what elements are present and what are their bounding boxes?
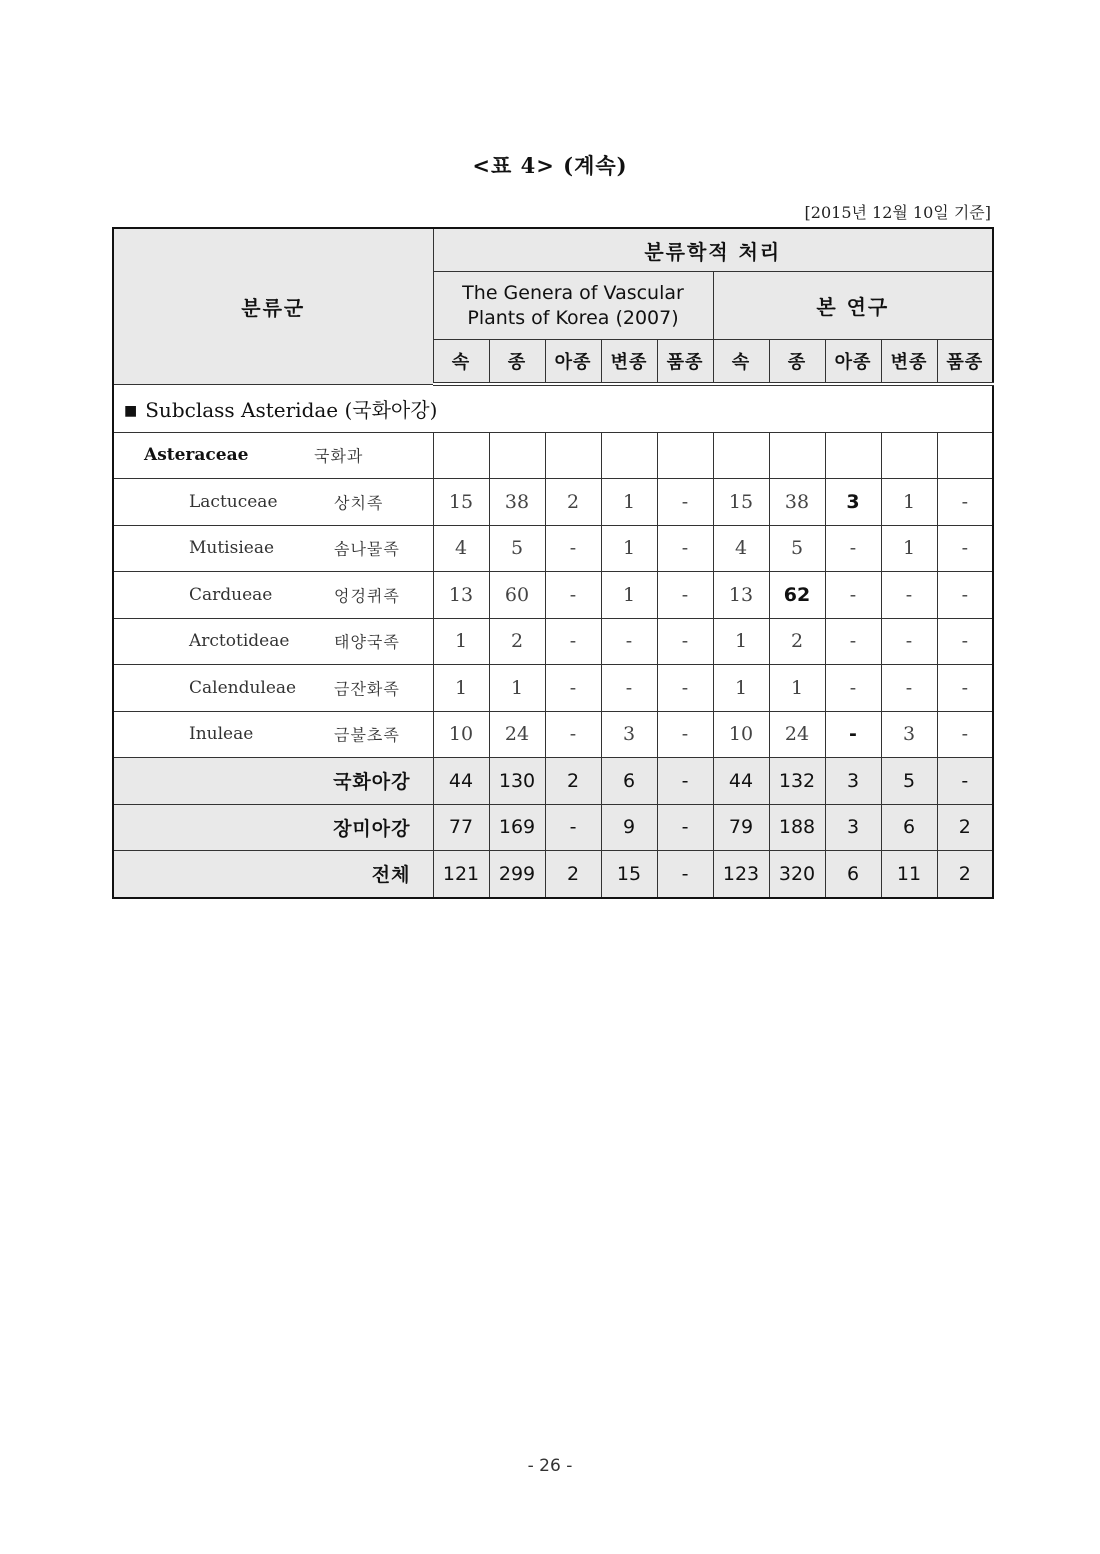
subclass-row — [113, 384, 993, 432]
table-cell: 5 — [769, 525, 825, 572]
table-cell: - — [545, 525, 601, 572]
taxonomy-table — [112, 227, 994, 899]
summary-cell: - — [657, 804, 713, 851]
table-cell: - — [657, 479, 713, 526]
table-cell: - — [937, 525, 993, 572]
table-cell: - — [657, 711, 713, 758]
summary-cell: 2 — [937, 804, 993, 851]
header-source-2007: The Genera of Vascular Plants of Korea (2007) — [433, 272, 713, 340]
table-cell: 1 — [881, 525, 937, 572]
header-taxonomic-treatment: 분류학적 처리 — [433, 228, 993, 272]
column-header: 종 — [489, 340, 545, 385]
page-number: - 26 - — [527, 1456, 573, 1476]
table-cell: 2 — [489, 618, 545, 665]
tribe-name-en: Arctotideae — [189, 631, 290, 652]
table-cell: - — [825, 711, 881, 758]
summary-cell: - — [657, 758, 713, 805]
summary-cell: 188 — [769, 804, 825, 851]
family-name-en: Asteraceae — [144, 445, 249, 466]
table-cell: 2 — [769, 618, 825, 665]
summary-cell: 6 — [601, 758, 657, 805]
tribe-name-en: Inuleae — [189, 724, 254, 745]
table-cell: - — [825, 525, 881, 572]
table-cell: 3 — [601, 711, 657, 758]
summary-cell: - — [937, 758, 993, 805]
tribe-name-ko: 금잔화족 — [334, 679, 400, 699]
summary-label: 국화아강 — [113, 758, 433, 805]
table-cell: 24 — [769, 711, 825, 758]
column-header: 아종 — [825, 340, 881, 385]
table-cell: - — [657, 665, 713, 712]
summary-cell: 9 — [601, 804, 657, 851]
summary-cell: 3 — [825, 758, 881, 805]
table-cell: 3 — [881, 711, 937, 758]
summary-cell: 44 — [433, 758, 489, 805]
summary-cell: 79 — [713, 804, 769, 851]
column-header: 종 — [769, 340, 825, 385]
square-bullet-icon: ■ — [124, 403, 138, 420]
table-cell: - — [545, 711, 601, 758]
table-cell: - — [937, 711, 993, 758]
table-cell: 60 — [489, 572, 545, 619]
table-cell: 15 — [433, 479, 489, 526]
header-taxon-group: 분류군 — [113, 228, 433, 384]
summary-cell: 77 — [433, 804, 489, 851]
table-cell: 1 — [713, 665, 769, 712]
summary-cell: 2 — [545, 758, 601, 805]
column-header: 속 — [713, 340, 769, 385]
summary-cell: 2 — [937, 851, 993, 898]
summary-cell: 2 — [545, 851, 601, 898]
column-header: 속 — [433, 340, 489, 385]
family-row — [113, 432, 993, 479]
table-cell: 1 — [601, 479, 657, 526]
summary-cell: 15 — [601, 851, 657, 898]
summary-cell: 6 — [825, 851, 881, 898]
table-cell: 1 — [769, 665, 825, 712]
table-cell: - — [545, 618, 601, 665]
table-row — [113, 525, 993, 572]
table-title: <표 4> (계속) — [472, 153, 628, 178]
tribe-name-en: Calenduleae — [189, 677, 297, 698]
summary-cell: 130 — [489, 758, 545, 805]
table-cell: 1 — [433, 665, 489, 712]
table-row — [113, 479, 993, 526]
column-header: 품종 — [937, 340, 993, 385]
summary-cell: - — [545, 804, 601, 851]
summary-cell: 299 — [489, 851, 545, 898]
table-cell: - — [601, 618, 657, 665]
column-header: 변종 — [881, 340, 937, 385]
summary-cell: 11 — [881, 851, 937, 898]
tribe-name-en: Cardueae — [189, 584, 273, 605]
summary-cell: 44 — [713, 758, 769, 805]
table-cell: 13 — [713, 572, 769, 619]
table-cell: - — [937, 665, 993, 712]
family-name-ko: 국화과 — [314, 446, 364, 466]
table-cell: 1 — [601, 572, 657, 619]
table-cell: - — [601, 665, 657, 712]
table-cell: - — [937, 479, 993, 526]
summary-row — [113, 851, 993, 898]
summary-cell: 6 — [881, 804, 937, 851]
table-cell: 5 — [489, 525, 545, 572]
as-of-date: [2015년 12월 10일 기준] — [804, 203, 991, 222]
column-header: 품종 — [657, 340, 713, 385]
table-cell: - — [825, 618, 881, 665]
table-cell: - — [545, 665, 601, 712]
tribe-name-en: Mutisieae — [189, 538, 275, 559]
tribe-name-ko: 금불초족 — [334, 725, 400, 745]
table-cell: 3 — [825, 479, 881, 526]
summary-label: 전체 — [113, 851, 433, 898]
table-cell: - — [825, 572, 881, 619]
summary-label: 장미아강 — [113, 804, 433, 851]
tribe-name-ko: 솜나물족 — [334, 539, 400, 559]
table-cell: - — [881, 665, 937, 712]
column-header: 변종 — [601, 340, 657, 385]
table-cell: 24 — [489, 711, 545, 758]
table-cell: 38 — [769, 479, 825, 526]
summary-cell: 320 — [769, 851, 825, 898]
table-cell: 4 — [713, 525, 769, 572]
table-cell: 2 — [545, 479, 601, 526]
table-row — [113, 572, 993, 619]
summary-cell: - — [657, 851, 713, 898]
tribe-name-en: Lactuceae — [189, 491, 278, 512]
table-row — [113, 711, 993, 758]
table-cell: 1 — [713, 618, 769, 665]
table-cell: 10 — [433, 711, 489, 758]
summary-cell: 121 — [433, 851, 489, 898]
table-row — [113, 618, 993, 665]
summary-cell: 169 — [489, 804, 545, 851]
table-cell: - — [881, 572, 937, 619]
column-header: 아종 — [545, 340, 601, 385]
table-cell: - — [657, 525, 713, 572]
table-cell: 13 — [433, 572, 489, 619]
tribe-name-ko: 태양국족 — [334, 632, 400, 652]
summary-cell: 123 — [713, 851, 769, 898]
table-cell: - — [881, 618, 937, 665]
table-cell: - — [657, 618, 713, 665]
table-cell: - — [545, 572, 601, 619]
tribe-name-ko: 상치족 — [334, 493, 384, 513]
summary-row — [113, 804, 993, 851]
table-cell: - — [937, 572, 993, 619]
table-cell: 62 — [769, 572, 825, 619]
table-cell: 4 — [433, 525, 489, 572]
subclass-label: Subclass Asteridae (국화아강) — [145, 398, 438, 423]
tribe-name-ko: 엉겅퀴족 — [334, 586, 400, 606]
summary-cell: 5 — [881, 758, 937, 805]
table-cell: - — [657, 572, 713, 619]
table-cell: 10 — [713, 711, 769, 758]
table-cell: 38 — [489, 479, 545, 526]
table-cell: 1 — [601, 525, 657, 572]
table-cell: 1 — [881, 479, 937, 526]
table-cell: - — [825, 665, 881, 712]
header-this-study: 본 연구 — [713, 272, 993, 340]
summary-row — [113, 758, 993, 805]
table-cell: - — [937, 618, 993, 665]
table-row — [113, 665, 993, 712]
summary-cell: 132 — [769, 758, 825, 805]
summary-cell: 3 — [825, 804, 881, 851]
table-cell: 15 — [713, 479, 769, 526]
table-cell: 1 — [489, 665, 545, 712]
table-cell: 1 — [433, 618, 489, 665]
